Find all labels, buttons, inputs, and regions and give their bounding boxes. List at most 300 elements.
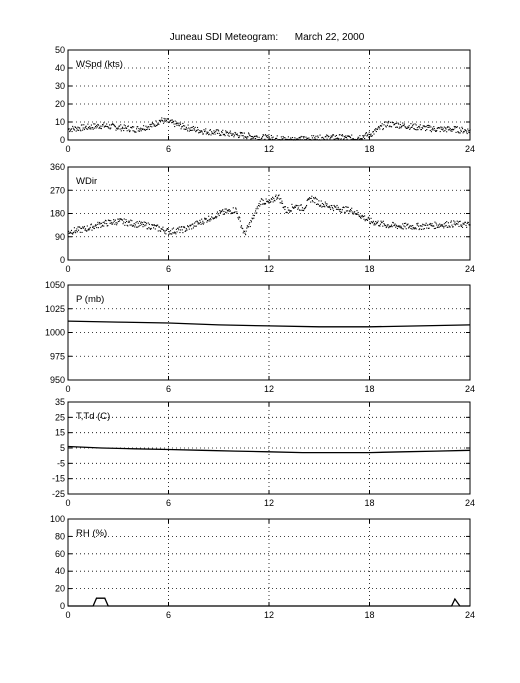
data-point	[210, 129, 211, 130]
data-point	[440, 226, 441, 227]
data-point	[445, 222, 446, 223]
data-point	[314, 198, 315, 199]
data-point	[96, 127, 97, 128]
data-point	[193, 128, 194, 129]
data-point	[461, 127, 462, 128]
data-point	[416, 124, 417, 125]
data-point	[244, 233, 245, 234]
data-point	[165, 121, 166, 122]
data-point	[128, 129, 129, 130]
data-point	[287, 207, 288, 208]
data-point	[289, 212, 290, 213]
data-point	[78, 230, 79, 231]
data-point	[433, 226, 434, 227]
data-point	[297, 209, 298, 210]
data-point	[371, 218, 372, 219]
data-point	[162, 227, 163, 228]
data-point	[443, 131, 444, 132]
panel-1	[55, 45, 475, 154]
y-tick-label: 0	[59, 135, 65, 145]
data-point	[363, 135, 364, 136]
data-point	[429, 127, 430, 128]
data-point	[455, 126, 456, 127]
data-point	[124, 124, 125, 125]
data-point	[346, 137, 347, 138]
data-point	[164, 118, 165, 119]
data-point	[397, 228, 398, 229]
data-point	[197, 127, 198, 128]
data-point	[430, 130, 431, 131]
data-point	[363, 219, 364, 220]
data-point	[189, 229, 190, 230]
y-tick-label: -25	[51, 489, 65, 499]
data-point	[106, 220, 107, 221]
data-point	[133, 225, 134, 226]
data-point	[412, 225, 413, 226]
data-point	[243, 232, 244, 233]
data-point	[370, 135, 371, 136]
data-point	[313, 197, 314, 198]
data-point	[90, 127, 91, 128]
data-point	[77, 127, 78, 128]
data-point	[438, 225, 439, 226]
data-point	[389, 125, 390, 126]
data-point	[266, 198, 267, 199]
panel-label: RH (%)	[76, 528, 108, 539]
data-point	[426, 223, 427, 224]
data-point	[253, 215, 254, 216]
data-point	[232, 213, 233, 214]
data-point	[146, 129, 147, 130]
data-point	[203, 224, 204, 225]
data-point	[417, 127, 418, 128]
data-point	[354, 211, 355, 212]
data-point	[315, 197, 316, 198]
data-point	[412, 125, 413, 126]
data-point	[440, 131, 441, 132]
data-point	[153, 123, 154, 124]
data-point	[138, 223, 139, 224]
data-point	[281, 203, 282, 204]
data-point	[460, 132, 461, 133]
data-point	[82, 130, 83, 131]
data-point	[467, 133, 468, 134]
chart-title: Juneau SDI Meteogram: March 22, 2000	[169, 32, 365, 43]
data-point	[259, 205, 260, 206]
data-point	[92, 227, 93, 228]
data-point	[318, 204, 319, 205]
data-point	[158, 124, 159, 125]
data-point	[267, 137, 268, 138]
data-point	[149, 124, 150, 125]
data-point	[458, 222, 459, 223]
data-point	[182, 126, 183, 127]
data-point	[246, 228, 247, 229]
data-point	[409, 125, 410, 126]
data-point	[458, 132, 459, 133]
data-point	[447, 227, 448, 228]
data-point	[88, 127, 89, 128]
data-point	[199, 220, 200, 221]
data-point	[399, 225, 400, 226]
data-point	[229, 132, 230, 133]
data-point	[164, 232, 165, 233]
data-point	[132, 130, 133, 131]
x-tick-label: 18	[364, 144, 375, 154]
data-point	[282, 203, 283, 204]
data-point	[191, 130, 192, 131]
data-point	[153, 227, 154, 228]
data-point	[443, 227, 444, 228]
data-point	[342, 209, 343, 210]
data-point	[164, 230, 165, 231]
data-point	[390, 226, 391, 227]
y-tick-label: 90	[54, 231, 65, 242]
data-point	[138, 226, 139, 227]
data-point	[121, 130, 122, 131]
data-point	[169, 122, 170, 123]
data-point	[370, 223, 371, 224]
data-point	[441, 225, 442, 226]
data-point	[91, 230, 92, 231]
data-point	[405, 226, 406, 227]
data-point	[431, 131, 432, 132]
data-point	[225, 209, 226, 210]
data-point	[123, 130, 124, 131]
data-point	[84, 129, 85, 130]
data-point	[127, 225, 128, 226]
data-point	[241, 132, 242, 133]
data-point	[252, 218, 253, 219]
data-point	[237, 134, 238, 135]
data-point	[325, 202, 326, 203]
data-point	[90, 227, 91, 228]
data-point	[340, 209, 341, 210]
data-point	[260, 201, 261, 202]
data-point	[89, 128, 90, 129]
data-point	[301, 210, 302, 211]
data-point	[365, 134, 366, 135]
x-tick-label: 6	[165, 384, 172, 394]
data-point	[456, 132, 457, 133]
data-point	[422, 226, 423, 227]
data-point	[378, 221, 379, 222]
data-point	[186, 228, 187, 229]
data-point	[118, 128, 119, 129]
data-point	[200, 222, 201, 223]
data-point	[240, 227, 241, 228]
data-point	[294, 207, 295, 208]
data-point	[352, 139, 353, 140]
data-point	[162, 121, 163, 122]
data-point	[351, 139, 352, 140]
data-point	[180, 229, 181, 230]
data-point	[103, 122, 104, 123]
data-point	[147, 129, 148, 130]
data-point	[242, 228, 243, 229]
data-point	[404, 223, 405, 224]
data-point	[219, 215, 220, 216]
data-point	[305, 139, 306, 140]
y-tick-label: 1025	[44, 303, 65, 314]
panel-label: T,Td (C)	[76, 411, 111, 422]
data-point	[427, 127, 428, 128]
data-point	[154, 225, 155, 226]
data-point	[207, 133, 208, 134]
data-point	[403, 228, 404, 229]
data-point	[332, 135, 333, 136]
data-point	[172, 119, 173, 120]
panel-label: WDir	[76, 176, 98, 187]
data-point	[429, 125, 430, 126]
data-point	[175, 232, 176, 233]
data-point	[431, 225, 432, 226]
data-point	[250, 139, 251, 140]
data-point	[423, 229, 424, 230]
data-point	[191, 127, 192, 128]
data-point	[327, 203, 328, 204]
data-point	[324, 206, 325, 207]
data-point	[117, 128, 118, 129]
data-point	[253, 138, 254, 139]
data-point	[225, 135, 226, 136]
data-point	[333, 134, 334, 135]
x-tick-label: 12	[263, 498, 275, 508]
data-point	[456, 223, 457, 224]
data-point	[446, 128, 447, 129]
data-point	[186, 230, 187, 231]
data-point	[423, 224, 424, 225]
data-point	[263, 200, 264, 201]
data-point	[376, 223, 377, 224]
data-point	[410, 123, 411, 124]
data-point	[285, 206, 286, 207]
data-point	[179, 226, 180, 227]
data-point	[265, 134, 266, 135]
x-tick-label: 24	[464, 610, 476, 620]
data-point	[215, 216, 216, 217]
data-point	[215, 217, 216, 218]
data-point	[280, 139, 281, 140]
data-point	[435, 228, 436, 229]
data-point	[383, 223, 384, 224]
data-point	[308, 139, 309, 140]
data-point	[243, 138, 244, 139]
x-tick-label: 0	[65, 144, 71, 154]
series-1-points	[68, 195, 471, 236]
data-point	[227, 135, 228, 136]
data-point	[198, 129, 199, 130]
data-point	[395, 123, 396, 124]
data-point	[81, 232, 82, 233]
data-point	[188, 125, 189, 126]
data-point	[261, 199, 262, 200]
data-point	[358, 138, 359, 139]
data-point	[168, 229, 169, 230]
data-point	[369, 134, 370, 135]
data-point	[392, 226, 393, 227]
data-point	[405, 223, 406, 224]
data-point	[249, 224, 250, 225]
data-point	[317, 139, 318, 140]
data-point	[283, 136, 284, 137]
panel-3	[45, 280, 475, 394]
data-point	[215, 131, 216, 132]
data-point	[114, 221, 115, 222]
data-point	[462, 227, 463, 228]
data-point	[240, 132, 241, 133]
data-point	[77, 226, 78, 227]
data-point	[448, 222, 449, 223]
data-point	[148, 126, 149, 127]
data-point	[419, 126, 420, 127]
panel-4	[52, 397, 475, 508]
data-point	[86, 231, 87, 232]
data-point	[205, 128, 206, 129]
data-point	[108, 128, 109, 129]
data-point	[115, 126, 116, 127]
data-point	[250, 220, 251, 221]
data-point	[318, 200, 319, 201]
data-point	[453, 129, 454, 130]
data-point	[276, 199, 277, 200]
data-point	[72, 131, 73, 132]
data-point	[135, 224, 136, 225]
data-point	[258, 205, 259, 206]
data-point	[333, 210, 334, 211]
data-point	[124, 218, 125, 219]
data-point	[434, 222, 435, 223]
data-point	[345, 137, 346, 138]
data-point	[356, 214, 357, 215]
data-point	[135, 222, 136, 223]
data-point	[338, 207, 339, 208]
data-point	[99, 127, 100, 128]
data-point	[260, 204, 261, 205]
data-point	[254, 136, 255, 137]
data-point	[335, 206, 336, 207]
data-point	[145, 126, 146, 127]
data-point	[439, 227, 440, 228]
data-point	[253, 218, 254, 219]
data-point	[395, 223, 396, 224]
x-tick-label: 12	[263, 610, 275, 620]
data-point	[172, 122, 173, 123]
y-tick-label: 40	[54, 566, 65, 577]
data-point	[157, 124, 158, 125]
data-point	[76, 228, 77, 229]
data-point	[148, 222, 149, 223]
data-point	[194, 129, 195, 130]
data-point	[130, 220, 131, 221]
data-point	[115, 222, 116, 223]
data-point	[259, 203, 260, 204]
data-point	[339, 211, 340, 212]
data-point	[351, 208, 352, 209]
data-point	[434, 228, 435, 229]
data-point	[145, 222, 146, 223]
x-tick-label: 6	[165, 498, 172, 508]
data-point	[322, 139, 323, 140]
data-point	[100, 227, 101, 228]
data-point	[71, 128, 72, 129]
data-point	[189, 131, 190, 132]
data-point	[315, 136, 316, 137]
data-point	[75, 127, 76, 128]
data-point	[210, 134, 211, 135]
data-point	[262, 136, 263, 137]
data-point	[248, 132, 249, 133]
data-point	[139, 221, 140, 222]
data-point	[87, 230, 88, 231]
data-point	[214, 132, 215, 133]
data-point	[155, 120, 156, 121]
x-tick-label: 12	[263, 144, 275, 154]
data-point	[314, 137, 315, 138]
data-point	[388, 227, 389, 228]
data-point	[314, 202, 315, 203]
data-point	[412, 127, 413, 128]
data-point	[169, 231, 170, 232]
data-point	[157, 225, 158, 226]
data-point	[288, 136, 289, 137]
data-point	[284, 137, 285, 138]
data-point	[116, 224, 117, 225]
data-point	[160, 121, 161, 122]
data-point	[134, 223, 135, 224]
data-point	[100, 223, 101, 224]
data-point	[110, 127, 111, 128]
data-point	[249, 222, 250, 223]
data-point	[367, 220, 368, 221]
data-point	[412, 229, 413, 230]
data-point	[155, 126, 156, 127]
data-point	[83, 127, 84, 128]
data-point	[178, 229, 179, 230]
data-point	[230, 133, 231, 134]
data-point	[131, 127, 132, 128]
data-point	[103, 226, 104, 227]
data-point	[303, 136, 304, 137]
data-point	[226, 208, 227, 209]
data-point	[198, 223, 199, 224]
data-point	[348, 207, 349, 208]
data-point	[271, 137, 272, 138]
data-point	[284, 209, 285, 210]
data-point	[363, 137, 364, 138]
data-point	[307, 138, 308, 139]
data-point	[312, 137, 313, 138]
x-tick-label: 24	[464, 144, 476, 154]
data-point	[454, 221, 455, 222]
data-point	[209, 134, 210, 135]
data-point	[165, 233, 166, 234]
data-point	[364, 138, 365, 139]
data-point	[264, 139, 265, 140]
data-point	[377, 222, 378, 223]
data-point	[228, 133, 229, 134]
data-point	[77, 231, 78, 232]
data-point	[189, 128, 190, 129]
data-point	[141, 130, 142, 131]
y-tick-label: 1050	[44, 280, 65, 290]
data-point	[331, 137, 332, 138]
data-point	[457, 221, 458, 222]
data-point	[291, 210, 292, 211]
data-point	[205, 219, 206, 220]
data-point	[336, 135, 337, 136]
data-point	[71, 230, 72, 231]
